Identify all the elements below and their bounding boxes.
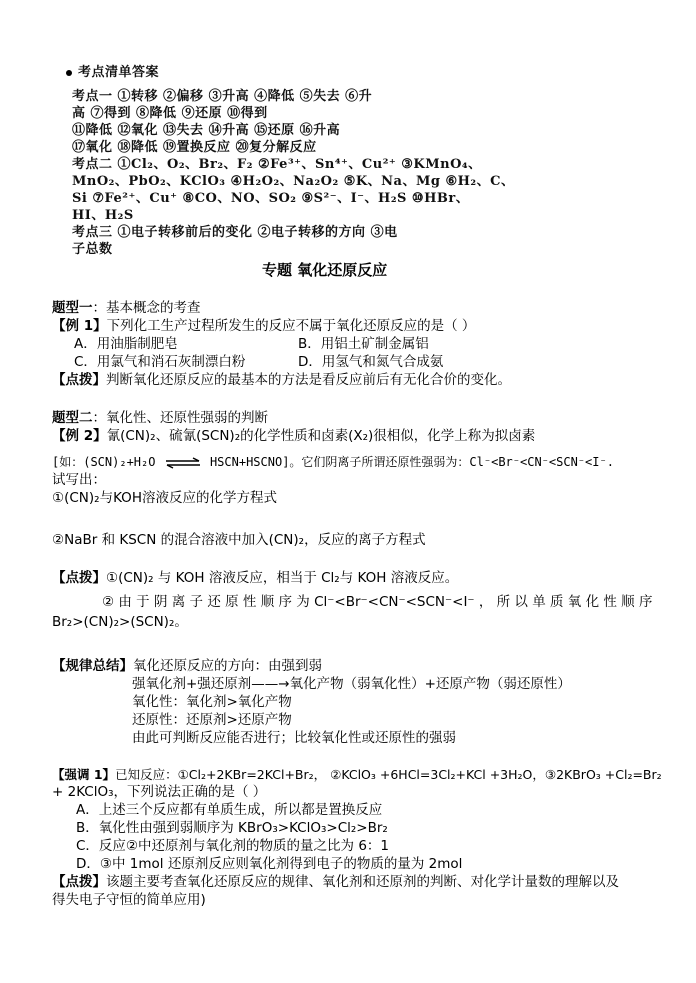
answers-line: HI、H₂S bbox=[72, 208, 134, 223]
emphasis1-text2: + 2KClO₃，下列说法正确的是（ ） bbox=[52, 784, 267, 800]
question-1: ①(CN)₂与KOH溶液反应的化学方程式 bbox=[52, 490, 277, 506]
answers-line: ⑪降低 ⑫氧化 ⑬失去 ⑭升高 ⑮还原 ⑯升高 bbox=[72, 123, 341, 138]
example1 bbox=[52, 318, 475, 335]
example2-text: 氰(CN)₂、硫氰(SCN)₂的化学性质和卤素(X₂)很相似，化学上称为拟卤素 bbox=[106, 428, 536, 444]
tip1-text: 判断氧化还原反应的最基本的方法是看反应前后有无化合价的变化。 bbox=[106, 372, 511, 388]
rule-line1: 强氧化剂+强还原剂——→氧化产物（弱氧化性）+还原产物（弱还原性） bbox=[132, 676, 571, 692]
tip1 bbox=[52, 372, 511, 389]
equilibrium-arrow-icon bbox=[165, 457, 201, 469]
emphasis1-option-a: A．上述三个反应都有单质生成，所以都是置换反应 bbox=[76, 802, 383, 818]
example2-tag: 【例 2】 bbox=[52, 428, 107, 444]
example1-option-a: A．用油脂制肥皂 bbox=[74, 336, 178, 352]
tip3-text: 该题主要考查氧化还原反应的规律、氧化剂和还原剂的判断、对化学计量数的理解以及 bbox=[106, 874, 619, 890]
type2-heading bbox=[52, 410, 268, 427]
emphasis1 bbox=[52, 766, 662, 783]
type1-heading bbox=[52, 300, 201, 317]
emphasis1-option-d: D．③中 1mol 还原剂反应则氧化剂得到电子的物质的量为 2mol bbox=[76, 856, 463, 872]
rule-line3: 还原性：还原剂>还原产物 bbox=[132, 712, 292, 728]
rule-tag: 【规律总结】 bbox=[52, 658, 133, 674]
emphasis1-text: 已知反应：①Cl₂+2KBr=2KCl+Br₂， ②KClO₃ +6HCl=3Cl₂+KCl +3H₂O，③2KBrO₃ +Cl₂=Br₂ bbox=[115, 767, 662, 782]
tip3 bbox=[52, 874, 619, 891]
type1-label: 题型一 bbox=[52, 300, 93, 316]
tip2-tag: 【点拨】 bbox=[52, 570, 106, 586]
example1-option-b: B．用铝土矿制金属铝 bbox=[298, 336, 429, 352]
answers-line: 考点二 ①Cl₂、O₂、Br₂、F₂ ②Fe³⁺、Sn⁴⁺、Cu²⁺ ③KMnO₄、 bbox=[72, 157, 482, 172]
emphasis1-tag: 【强调 1】 bbox=[52, 767, 116, 782]
emphasis1-option-c: C．反应②中还原剂与氧化剂的物质的量之比为 6：1 bbox=[76, 838, 389, 854]
answers-line: 考点三 ①电子转移前后的变化 ②电子转移的方向 ③电 bbox=[72, 225, 398, 240]
type2-label: 题型二 bbox=[52, 410, 93, 426]
rule-line4: 由此可判断反应能否进行；比较氧化性或还原性的强弱 bbox=[132, 730, 456, 746]
equation-right: HSCN+HSCNO]。它们阴离子所谓还原性强弱为：Cl⁻<Br⁻<CN⁻<SCN⁻<I⁻. bbox=[209, 455, 614, 469]
tip2 bbox=[52, 570, 458, 587]
tip2-line1: ①(CN)₂ 与 KOH 溶液反应，相当于 Cl₂与 KOH 溶液反应。 bbox=[106, 570, 459, 586]
type2-heading-text: ：氧化性、还原性强弱的判断 bbox=[92, 410, 268, 426]
page-title: 专题 氧化还原反应 bbox=[262, 261, 388, 279]
equation-left: [如：(SCN)₂+H₂O bbox=[52, 455, 156, 469]
answers-line: MnO₂、PbO₂、KClO₃ ④H₂O₂、Na₂O₂ ⑤K、Na、Mg ⑥H₂、C、 bbox=[72, 174, 515, 189]
example1-option-d: D．用氢气和氮气合成氨 bbox=[298, 354, 444, 370]
question-2: ②NaBr 和 KSCN 的混合溶液中加入(CN)₂，反应的离子方程式 bbox=[52, 532, 426, 548]
tip3-tag: 【点拨】 bbox=[52, 874, 106, 890]
rule-line2: 氧化性：氧化剂>氧化产物 bbox=[132, 694, 292, 710]
answers-line: ⑰氧化 ⑱降低 ⑲置换反应 ⑳复分解反应 bbox=[72, 140, 317, 155]
example2 bbox=[52, 428, 535, 445]
tip1-tag: 【点拨】 bbox=[52, 372, 106, 388]
type1-heading-text: ：基本概念的考查 bbox=[92, 300, 201, 316]
example2-equation bbox=[52, 454, 614, 471]
tip2-line2: ② 由 于 阴 离 子 还 原 性 顺 序 为 Cl⁻<Br⁻<CN⁻<SCN⁻<I⁻ ， 所 以 单 质 氧 化 性 顺 序 bbox=[102, 594, 653, 610]
answers-heading: 考点清单答案 bbox=[66, 64, 159, 81]
tip3-text2: 得失电子守恒的简单应用) bbox=[52, 892, 206, 908]
example1-option-c: C．用氯气和消石灰制漂白粉 bbox=[74, 354, 246, 370]
answers-line: 考点一 ①转移 ②偏移 ③升高 ④降低 ⑤失去 ⑥升 bbox=[72, 89, 373, 104]
answers-line: 子总数 bbox=[72, 242, 113, 257]
emphasis1-option-b: B．氧化性由强到弱顺序为 KBrO₃>KClO₃>Cl₂>Br₂ bbox=[76, 820, 388, 836]
answers-line: Si ⑦Fe²⁺、Cu⁺ ⑧CO、NO、SO₂ ⑨S²⁻、I⁻、H₂S ⑩HBr、 bbox=[72, 191, 470, 206]
tip2-line3: Br₂>(CN)₂>(SCN)₂。 bbox=[52, 614, 188, 630]
bullet-icon bbox=[66, 70, 72, 76]
example1-tag: 【例 1】 bbox=[52, 318, 107, 334]
rule-summary bbox=[52, 658, 322, 675]
rule-text: 氧化还原反应的方向：由强到弱 bbox=[133, 658, 322, 674]
answers-line: 高 ⑦得到 ⑧降低 ⑨还原 ⑩得到 bbox=[72, 106, 268, 121]
example1-text: 下列化工生产过程所发生的反应不属于氧化还原反应的是（ ） bbox=[106, 318, 476, 334]
try-write: 试写出： bbox=[52, 472, 106, 488]
